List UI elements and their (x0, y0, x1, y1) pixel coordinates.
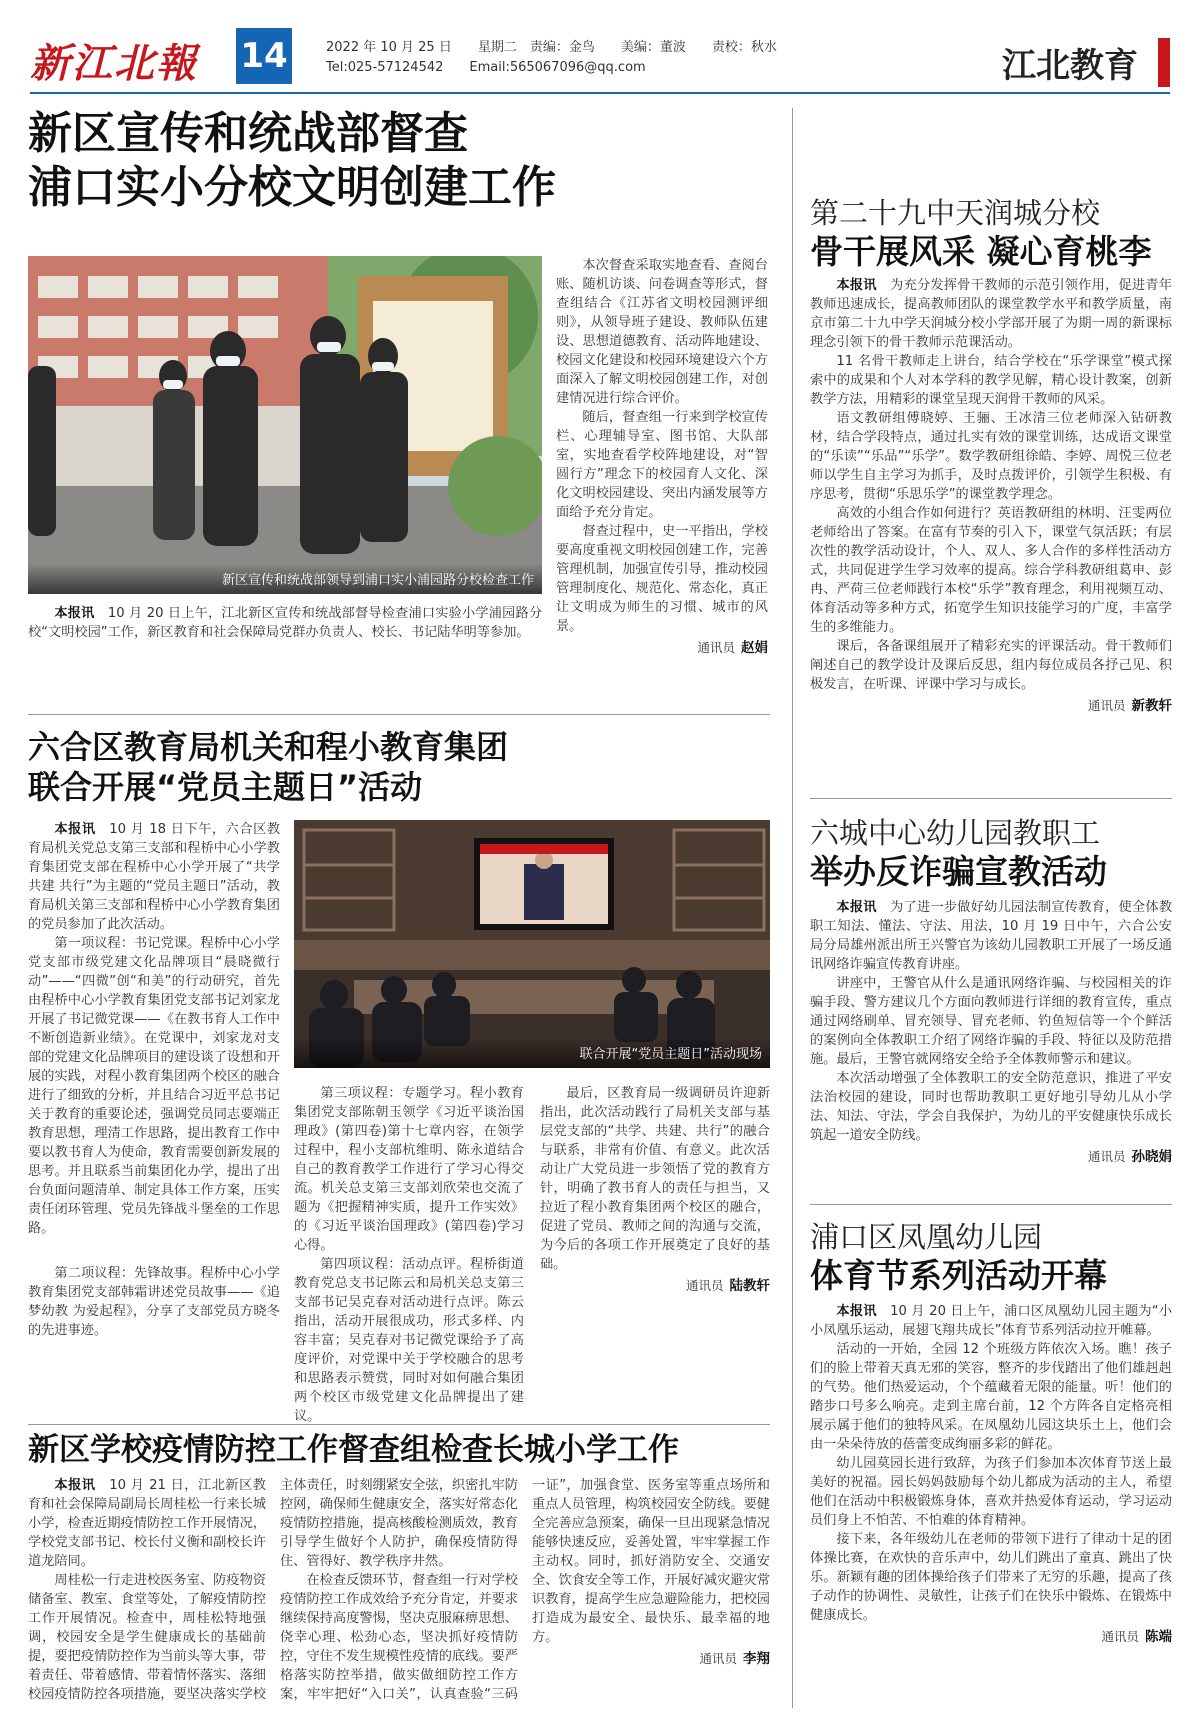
article6-headline-2: 体育节系列活动开幕 (810, 1256, 1107, 1295)
paragraph: 第三项议程：专题学习。程小教育集团党支部陈朝玉领学《习近平谈治国理政》(第四卷)第十七章内容，在领学过程中，程小支部杭维明、陈永道结合自己的教育教学工作进行了学习心得交流。机关总支第三支部刘欣荣也交流了题为《把握精神实质，提升工作实效》的《习近平谈治国理政》(第四卷)学习心得。 (294, 1086, 524, 1253)
divider (810, 798, 1172, 799)
article6-body (810, 1302, 1172, 1647)
header-divider (30, 92, 1170, 94)
paragraph: 督查过程中，史一平指出，学校要高度重视文明校园创建工作，完善管理机制，加强宣传引导，推动校园管理制度化、规范化、常态化，真正让文明成为师生的习惯、城市的风景。 (556, 524, 768, 634)
article6-byline: 通讯员 陈端 (1101, 1629, 1172, 1645)
paragraph: 在检查反馈环节，督查组一行对学校疫情防控工作成效给予充分肯定，并要求继续保持高度警惕，坚决克服麻痹思想、侥幸心理、松劲心态，坚决抓好疫情防控，守住不发生规模性疫情的底线。要严格落实防控举措，做实做细防控工作方案，牢牢把好“入口关”，认真查验“三码一证”，加强食堂、医务室等重点场所和重点人员管理，构筑校园安全防线。要健全完善应急预案，确保一旦出现紧急情况能够快速反应，妥善处置，牢牢掌握工作主动权。同时，抓好消防安全、交通安全、饮食安全等工作，开展好减灾避灾常识教育，提高学生应急避险能力，把校园打造成为最安全、最快乐、最幸福的地方。 (280, 1478, 770, 1702)
article2-photo (294, 820, 770, 1068)
article4-body (810, 276, 1172, 716)
paragraph: 本次活动增强了全体教职工的安全防范意识，推进了平安法治校园的建设，同时也帮助教职工更好地引导幼儿从小学法、知法、守法，学会自我保护，为幼儿的平安健康快乐成长筑起一道安全防线。 (810, 1071, 1172, 1143)
paragraph: 接下来，各年级幼儿在老师的带领下进行了律动十足的团体操比赛，在欢快的音乐声中，幼儿们跳出了童真、跳出了快乐。新颖有趣的团体操给孩子们带来了无穷的乐趣，提高了孩子动作的协调性、灵敏性，让孩子们在快乐中锻炼、在锻炼中健康成长。 (810, 1532, 1172, 1623)
paragraph: 本报讯 10 月 20 日上午，江北新区宣传和统战部督导检查浦口实验小学浦园路分校“文明校园”工作，新区教育和社会保障局党群办负责人、校长、书记陆华明等参加。 (28, 606, 543, 640)
article1-body-left (28, 604, 542, 642)
divider (28, 1424, 770, 1425)
paragraph: 第一项议程：书记党课。程桥中心小学党支部市级党建文化品牌项目“晨晓微行动”——“四微”创“和美”的行动研究，首先由程桥中心小学教育集团党支部书记刘家龙开展了书记微党课——《在教书育人工作中不断创造新业绩》。在党课中，刘家龙对支部的党建文化品牌项目的建设谈了设想和开展的实践，对程小教育集团两个校区的融合进行了细致的分析，并且结合习近平总书记关于教育的重要论述，强调党员同志要端正教育思想，理清工作思路，提出教育工作中要以教书育人为使命，教育需要创新发展的思考。并且联系当前集团化办学，提出了出台负面问题清单、制定具体工作方案，压实责任闭环管理、党员先锋战斗堡垒的工作思路。 (28, 936, 280, 1236)
meeting-room-image (294, 820, 770, 1068)
article2-photo-caption: 联合开展“党员主题日”活动现场 (294, 1037, 770, 1068)
article1-byline: 通讯员 赵娟 (697, 640, 768, 656)
article2-body-col2 (294, 1084, 524, 1426)
paragraph: 最后，区教育局一级调研员许迎新指出，此次活动践行了局机关支部与基层党支部的“共学、共建、共行”的融合与联系，非常有价值、有意义。此次活动让广大党员进一步领悟了党的教育方针，明确了教书育人的责任与担当，又拉近了程小教育集团两个校区的融合，促进了党员、教师之间的沟通与交流，为今后的各项工作开展奠定了良好的基础。 (540, 1086, 770, 1272)
article1-photo-caption: 新区宣传和统战部领导到浦口实小浦园路分校检查工作 (28, 563, 542, 594)
paragraph: 本报讯 为充分发挥骨干教师的示范引领作用，促进青年教师迅速成长，提高教师团队的课堂教学水平和教学质量，南京市第二十九中学天润城分校小学部开展了为期一周的新课标理念引领下的骨干教师示范课活动。 (810, 278, 1173, 350)
paragraph: 高效的小组合作如何进行？英语教研组的林明、汪雯两位老师给出了答案。在富有节奏的引入下，课堂气氛活跃；有层次性的教学活动设计，个人、双人、多人合作的多样性活动方式，共同促进学生学习效率的提高。综合学科教研组葛申、彭冉、严荷三位老师践行本校“乐学”教育理念，利用视频互动、体育活动等多种方式，拓宽学生知识技能学习的广度，丰富学生的多维能力。 (810, 506, 1172, 635)
page-number: 14 (236, 28, 292, 84)
school-visit-image (28, 256, 542, 594)
article1-headline-2: 浦口实小分校文明创建工作 (28, 162, 556, 213)
article3-headline: 新区学校疫情防控工作督查组检查长城小学工作 (28, 1432, 679, 1468)
article2-headline-2: 联合开展“党员主题日”活动 (28, 768, 423, 806)
article2-body-col1 (28, 820, 280, 1238)
paragraph: 第四项议程：活动点评。程桥街道教育党总支书记陈云和局机关总支第三支部书记吴克春对活动进行点评。陈云指出，活动开展很成功，形式多样、内容丰富；吴克春对书记微党课给予了高度评价，对党课中关于学校融合的思考和思路表示赞赏，同时对如何融合集团两个校区市级党建文化品牌提出了建议。 (294, 1257, 524, 1424)
article2-headline-1: 六合区教育局机关和程小教育集团 (28, 728, 509, 766)
article5-headline-2: 举办反诈骗宣教活动 (810, 852, 1107, 891)
article1-headline-1: 新区宣传和统战部督查 (28, 108, 468, 159)
article5-body (810, 898, 1172, 1167)
paragraph: 讲座中，王警官从什么是通讯网络诈骗、与校园相关的诈骗手段、警方建议几个方面向教师进行详细的教育宣传，重点通过网络刷单、冒充领导、冒充老师、钓鱼短信等一个个鲜活的案例向全体教职工介绍了网络诈骗的手段、特征以及防范措施。最后，王警官就网络安全给予全体教师警示和建议。 (810, 976, 1172, 1067)
paragraph: 活动的一开始，全园 12 个班级方阵依次入场。瞧！孩子们的脸上带着天真无邪的笑容，整齐的步伐踏出了他们雄赳赳的气势。他们热爱运动，个个蕴藏着无限的能量。听！他们的踏步口号多么响亮。走到主席台前，12 个方阵各自定格亮相展示属于他们的独特风采。在凤凰幼儿园这块乐土上，他们会由一朵朵待放的蓓蕾变成绚丽多彩的鲜花。 (810, 1342, 1172, 1452)
paragraph: 课后，各备课组展开了精彩充实的评课活动。骨干教师们阐述自己的教学设计及课后反思，组内每位成员各抒己见、积极发言，在听课、评课中学习与成长。 (810, 639, 1172, 692)
divider (28, 714, 770, 715)
column-divider (792, 108, 793, 1708)
article4-headline-1: 第二十九中天润城分校 (810, 196, 1101, 230)
article4-headline-2: 骨干展风采 凝心育桃李 (810, 232, 1152, 271)
article4-byline: 通讯员 新教轩 (1087, 698, 1172, 714)
paragraph: 本次督查采取实地查看、查阅台账、随机访谈、问卷调查等形式，督查组结合《江苏省文明校园测评细则》，从领导班子建设、教师队伍建设、思想道德教育、活动阵地建设、校园文化建设和校园环境建设六个方面深入了解文明校园创建工作，对创建情况进行综合评价。 (556, 258, 768, 406)
paragraph: 第二项议程：先锋故事。程桥中心小学教育集团党支部韩霜讲述党员故事——《追梦幼教 为爱起程》，分享了支部党员方晓冬的先进事迹。 (28, 1266, 280, 1338)
article6-headline-1: 浦口区凤凰幼儿园 (810, 1220, 1043, 1254)
article3-body (28, 1476, 770, 1716)
divider (810, 1204, 1172, 1205)
article3-byline: 通讯员 李翔 (699, 1651, 770, 1667)
article5-byline: 通讯员 孙晓娟 (1087, 1149, 1172, 1165)
article2-body-col3 (540, 1084, 770, 1296)
info-line-1: 2022 年 10 月 25 日 星期二 责编：金鸟 美编：董波 责校：秋水 (326, 40, 777, 55)
article2-byline: 通讯员 陆教轩 (685, 1278, 770, 1294)
article1-photo (28, 256, 542, 594)
paragraph: 本报讯 10 月 20 日上午，浦口区凤凰幼儿园主题为“小小凤凰乐运动，展翅飞翔共成长”体育节系列活动拉开帷幕。 (810, 1304, 1173, 1338)
paragraph: 随后，督查组一行来到学校宣传栏、心理辅导室、图书馆、大队部室，实地查看学校阵地建设，对“智圆行方”理念下的校园育人文化、深化文明校园建设、突出内涵发展等方面给予充分肯定。 (556, 410, 768, 520)
paragraph: 11 名骨干教师走上讲台，结合学校在“乐学课堂”模式探索中的成果和个人对本学科的教学见解，精心设计教案，创新教学方法，用精彩的课堂呈现天润骨干教师的风采。 (810, 354, 1172, 407)
article2-body-col1b (28, 1264, 280, 1340)
masthead-logo: 新江北報 (30, 40, 198, 87)
info-line-2: Tel:025-57124542 Email:565067096@qq.com (326, 60, 646, 75)
paragraph: 语文教研组傅晓婷、王骊、王冰清三位老师深入钻研教材，结合学段特点，通过扎实有效的课堂训练，达成语文课堂的“乐读”“乐品”“乐学”。数学教研组徐皓、李婷、周悦三位老师以学生自主学习为抓手，及时点拨评价，引领学生积极、有序思考，贯彻“乐思乐学”的课堂教学理念。 (810, 411, 1172, 502)
article5-headline-1: 六城中心幼儿园教职工 (810, 816, 1101, 850)
section-title: 江北教育 (1002, 38, 1170, 87)
paragraph: 本报讯 10 月 18 日下午，六合区教育局机关党总支第三支部和程桥中心小学教育集团党支部在程桥中心小学开展了“共学 共建 共行”为主题的“党员主题日”活动，教育局机关第三支部和程桥中心小学教育集团的党员参加了此次活动。 (28, 822, 281, 932)
paragraph: 本报讯 为了进一步做好幼儿园法制宣传教育，使全体教职工知法、懂法、守法、用法，10 月 19 日中午，六合公安局分局雄州派出所王兴警官为该幼儿园教职工开展了一场反通讯网络诈骗宣传教育讲座。 (810, 900, 1173, 972)
paragraph: 周桂松一行走进校医务室、防疫物资储备室、教室、食堂等处，了解疫情防控工作开展情况。检查中，周桂松特地强调，校园安全是学生健康成长的基础前提，要把疫情防控作为当前头等大事，带着责任、带着感情、带着情怀落实、落细校园疫情防控各项措施，要坚决落实学校主体责任，时刻绷紧安全弦，织密扎牢防控网，确保师生健康安全，落实好常态化疫情防控措施，提高核酸检测质效，教育引导学生做好个人防护，确保疫情防得住、管得好、教学秩序井然。 (28, 1478, 518, 1702)
paragraph: 幼儿园莫园长进行致辞，为孩子们参加本次体育节送上最美好的祝福。园长妈妈鼓励每个幼儿都成为活动的主人，希望他们在活动中积极锻炼身体，喜欢并热爱体育运动，学习运动员们身上不怕苦、不怕难的体育精神。 (810, 1456, 1172, 1528)
paragraph: 本报讯 10 月 21 日，江北新区教育和社会保障局副局长周桂松一行来长城小学，检查近期疫情防控工作开展情况，学校党支部书记、校长付义衡和副校长许道龙陪同。 (28, 1478, 266, 1569)
article1-body-right (556, 256, 768, 658)
